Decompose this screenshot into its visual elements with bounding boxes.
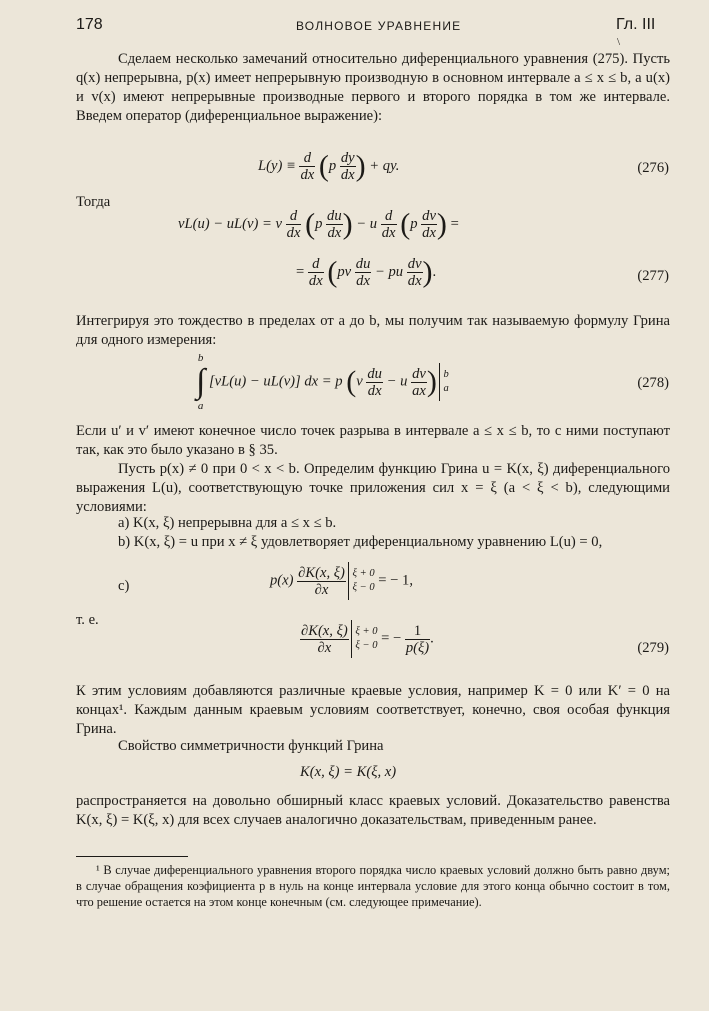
- equation-276: L(y) ≡ $\frac{d}{dx}$ (p $\frac{dy}{dx}$ ) + qy.: [258, 149, 400, 183]
- condition-a: a) K(x, ξ) непрерывна для a ≤ x ≤ b.: [118, 515, 337, 531]
- equation-number-276: (276): [637, 160, 669, 176]
- paragraph-boundary-conditions: К этим условиям добавляются различные краевые условия, например K = 0 или K′ = 0 на концах¹. Каждым данным краевым условиям соответствует, конечно, своя особая функция Грина.: [76, 683, 670, 737]
- equation-277-line1: vL(u) − uL(v) = v $\frac{d}{dx}$ (p $\frac{du}{dx}$ ) − u $\frac{d}{dx}$ (p $\frac{dv}{dx}$ ) =: [178, 207, 459, 241]
- equation-278: b ∫ a [vL(u) − uL(v)] dx = p (v $\frac{du}{dx}$ − u $\frac{dv}{ax}$ ) b a: [196, 352, 449, 412]
- equation-number-277: (277): [637, 268, 669, 284]
- running-title: ВОЛНОВОЕ УРАВНЕНИЕ: [296, 19, 462, 33]
- paragraph-symmetry-proof: распространяется на довольно обширный класс краевых условий. Доказательство равенства K(x, ξ) = K(ξ, x) для всех случаев аналогично доказательствам, приведенным ранее.: [76, 793, 670, 828]
- condition-c-label: c): [118, 578, 130, 594]
- paragraph-discontinuity: Если u′ и v′ имеют конечное число точек разрыва в интервале a ≤ x ≤ b, то с ними поступают так, как это было указано в § 35.: [76, 423, 670, 458]
- footnote-rule: [76, 856, 188, 857]
- page-number: 178: [76, 16, 103, 33]
- eq276-frac-inner: $\frac{dy}{dx}$: [340, 150, 355, 183]
- footnote: ¹ В случае диференциального уравнения второго порядка число краевых условий должно быть равно двум; в случае обращения коэфициента p в нуль на конце интервала условие для этого конца обычно состоит в том, что решение остается на этом конце конечным (см. следующее примечание).: [76, 863, 670, 909]
- label-te: т. е.: [76, 612, 99, 628]
- chapter-label: Гл. III: [616, 16, 656, 33]
- eq276-frac-outer: $\frac{d}{dx}$: [300, 150, 315, 183]
- condition-b: b) K(x, ξ) = u при x ≠ ξ удовлетворяет диференциальному уравнению L(u) = 0,: [118, 534, 603, 550]
- symmetry-formula: K(x, ξ) = K(ξ, x): [300, 764, 397, 780]
- equation-277-line2: = $\frac{d}{dx}$ (pv $\frac{du}{dx}$ − pu $\frac{dv}{dx}$ ).: [296, 255, 437, 289]
- equation-279: $\frac{\partial K(x, \xi)}{\partial x}$ ξ + 0 ξ − 0 = − $\frac{1}{p(\xi)}$ .: [300, 620, 434, 658]
- eq276-tail: + qy.: [369, 157, 400, 174]
- condition-c-formula: p(x) $\frac{\partial K(x, \xi)}{\partial x}$ ξ + 0 ξ − 0 = − 1,: [270, 562, 413, 600]
- stray-mark: \: [617, 36, 621, 48]
- label-togda: Тогда: [76, 194, 111, 210]
- paragraph-green-intro: Интегрируя это тождество в пределах от a до b, мы получим так называемую формулу Грина для одного измерения:: [76, 313, 670, 348]
- equation-number-278: (278): [637, 375, 669, 391]
- paragraph-green-definition: Пусть p(x) ≠ 0 при 0 < x < b. Определим функцию Грина u = K(x, ξ) диференциального выражения L(u), соответствующую точке приложения сил x = ξ (a < ξ < b), следующими условиями:: [76, 461, 670, 515]
- paragraph-intro: Сделаем несколько замечаний относительно диференциального уравнения (275). Пусть q(x) непрерывна, p(x) имеет непрерывную производную в основном интервале a ≤ x ≤ b, а u(x) и v(x) имеют непрерывные производные первого и второго порядка в том же интервале. Введем оператор (диференциальное выражение):: [76, 51, 670, 124]
- paragraph-symmetry-lead: Свойство симметричности функций Грина: [118, 738, 384, 754]
- eq276-lhs: L(y) ≡: [258, 157, 296, 174]
- equation-number-279: (279): [637, 640, 669, 656]
